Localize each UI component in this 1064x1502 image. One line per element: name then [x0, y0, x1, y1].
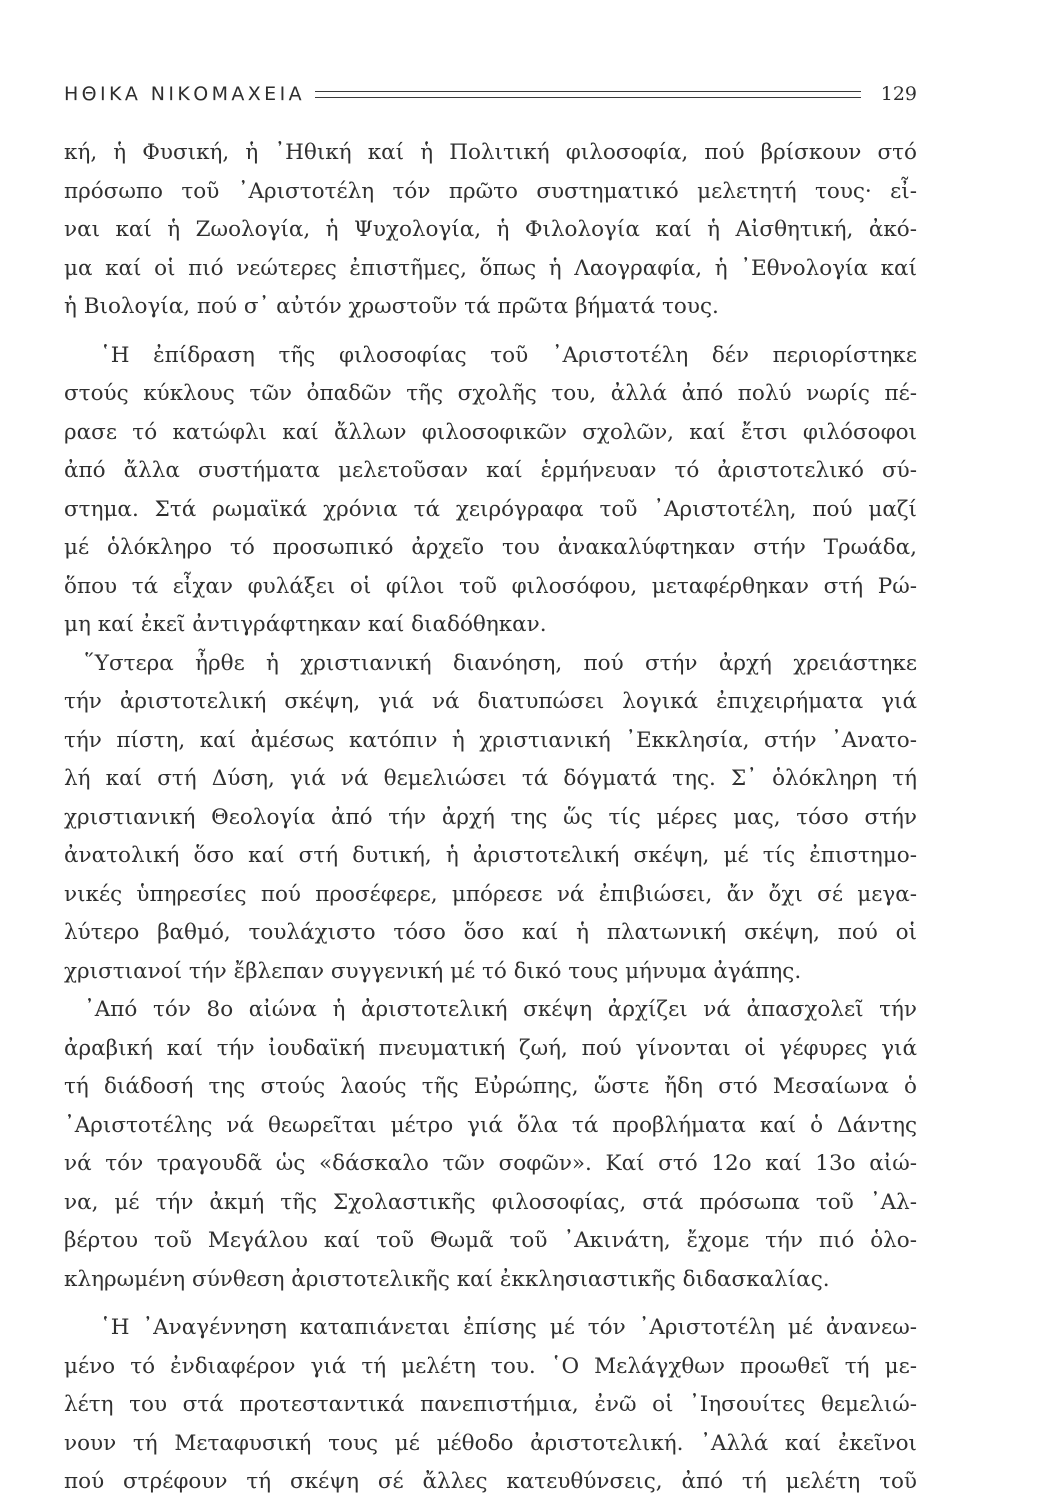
text-line: νικές ὑπηρεσίες πού προσέφερε, μπόρεσε νά ἐπιβιώσει, ἄν ὄχι σέ μεγα-: [64, 881, 917, 907]
text-line: ὅπου τά εἶχαν φυλάξει οἱ φίλοι τοῦ φιλοσόφου, μεταφέρθηκαν στή Ρώ-: [64, 573, 917, 599]
text-line: στημα. Στά ρωμαϊκά χρόνια τά χειρόγραφα τοῦ ᾿Αριστοτέλη, πού μαζί: [64, 496, 917, 522]
text-line: ἡ Βιολογία, πού σ᾿ αὐτόν χρωστοῦν τά πρῶτα βήματά τους.: [64, 294, 719, 319]
text-line: λέτη του στά προτεσταντικά πανεπιστήμια, ἐνῶ οἱ ᾿Ιησουίτες θεμελιώ-: [64, 1392, 917, 1417]
text-line: νά τόν τραγουδᾶ ὡς «δάσκαλο τῶν σοφῶν». Καί στό 12ο καί 13ο αἰώ-: [64, 1151, 917, 1176]
page-number: 129: [880, 83, 917, 105]
paragraph-gap: [64, 327, 917, 337]
text-line: ῾Η ἐπίδραση τῆς φιλοσοφίας τοῦ ᾿Αριστοτέλη δέν περιορίστηκε: [100, 342, 917, 368]
text-line: κληρωμένη σύνθεση ἀριστοτελικῆς καί ἐκκλησιαστικῆς διδασκαλίας.: [64, 1266, 830, 1292]
paragraph: [64, 991, 917, 1299]
text-line: βέρτου τοῦ Μεγάλου καί τοῦ Θωμᾶ τοῦ ᾿Ακινάτη, ἔχομε τήν πιό ὁλο-: [64, 1228, 917, 1253]
text-line: μη καί ἐκεῖ ἀντιγράφτηκαν καί διαδόθηκαν.: [64, 612, 547, 637]
running-header: [64, 78, 917, 110]
text-line: τήν ἀριστοτελική σκέψη, γιά νά διατυπώσει λογικά ἐπιχειρήματα γιά: [64, 689, 917, 714]
text-line: ἀνατολική ὅσο καί στή δυτική, ἡ ἀριστοτελική σκέψη, μέ τίς ἐπιστημο-: [64, 843, 917, 868]
text-line: λή καί στή Δύση, γιά νά θεμελιώσει τά δόγματά της. Σ᾿ ὁλόκληρη τή: [64, 766, 917, 791]
text-line: πού στρέφουν τή σκέψη σέ ἄλλες κατευθύνσεις, ἀπό τή μελέτη τοῦ: [64, 1469, 917, 1494]
text-line: τή διάδοσή της στούς λαούς τῆς Εὐρώπης, ὥστε ἤδη στό Μεσαίωνα ὁ: [64, 1074, 917, 1099]
text-line: ἀραβική καί τήν ἰουδαϊκή πνευματική ζωή, πού γίνονται οἱ γέφυρες γιά: [64, 1035, 917, 1061]
text-line: μα καί οἱ πιό νεώτερες ἐπιστῆμες, ὅπως ἡ Λαογραφία, ἡ ᾿Εθνολογία καί: [64, 255, 917, 281]
paragraph: [64, 645, 917, 992]
text-line: ρασε τό κατώφλι καί ἄλλων φιλοσοφικῶν σχολῶν, καί ἔτσι φιλόσοφοι: [64, 419, 917, 445]
text-line: στούς κύκλους τῶν ὀπαδῶν τῆς σχολῆς του, ἀλλά ἀπό πολύ νωρίς πέ-: [64, 381, 917, 406]
text-line: κή, ἡ Φυσική, ἡ ᾿Ηθική καί ἡ Πολιτική φιλοσοφία, πού βρίσκουν στό: [64, 140, 917, 165]
text-line: νουν τή Μεταφυσική τους μέ μέθοδο ἀριστοτελική. ᾿Αλλά καί ἐκεῖνοι: [64, 1430, 917, 1456]
header-double-rule: [315, 91, 861, 98]
paragraph: [64, 337, 917, 645]
text-line: μέ ὁλόκληρο τό προσωπικό ἀρχεῖο του ἀνακαλύφτηκαν στήν Τρωάδα,: [64, 535, 917, 560]
text-line: ναι καί ἡ Ζωολογία, ἡ Ψυχολογία, ἡ Φιλολογία καί ἡ Αἰσθητική, ἀκό-: [64, 217, 917, 242]
paragraph: [64, 134, 917, 327]
paragraph: [64, 1309, 917, 1502]
text-line: χριστιανοί τήν ἔβλεπαν συγγενική μέ τό δικό τους μήνυμα ἀγάπης.: [64, 958, 802, 984]
text-line: χριστιανική Θεολογία ἀπό τήν ἀρχή της ὥς τίς μέρες μας, τόσο στήν: [64, 804, 917, 830]
text-line: τήν πίστη, καί ἀμέσως κατόπιν ἡ χριστιανική ᾿Εκκλησία, στήν ᾿Ανατο-: [64, 727, 917, 753]
paragraph-gap: [64, 1299, 917, 1309]
text-line: να, μέ τήν ἀκμή τῆς Σχολαστικῆς φιλοσοφίας, στά πρόσωπα τοῦ ᾿Αλ-: [64, 1189, 917, 1215]
header-title: ΗΘΙΚΑ ΝΙΚΟΜΑΧΕΙΑ: [64, 83, 305, 105]
text-line: πρόσωπο τοῦ ᾿Αριστοτέλη τόν πρῶτο συστηματικό μελετητή τους· εἶ-: [64, 178, 917, 204]
text-line: ᾿Από τόν 8ο αἰώνα ἡ ἀριστοτελική σκέψη ἀρχίζει νά ἀπασχολεῖ τήν: [84, 997, 917, 1022]
text-line: λύτερο βαθμό, τουλάχιστο τόσο ὅσο καί ἡ πλατωνική σκέψη, πού οἱ: [64, 920, 917, 945]
body-text: [64, 134, 917, 1502]
text-line: μένο τό ἐνδιαφέρον γιά τή μελέτη του. ῾Ο Μελάγχθων προωθεῖ τή με-: [64, 1353, 917, 1379]
text-line: ᾿Αριστοτέλης νά θεωρεῖται μέτρο γιά ὅλα τά προβλήματα καί ὁ Δάντης: [64, 1112, 917, 1138]
text-line: ῞Υστερα ἦρθε ἡ χριστιανική διανόηση, πού στήν ἀρχή χρειάστηκε: [84, 650, 917, 676]
text-line: ἀπό ἄλλα συστήματα μελετοῦσαν καί ἑρμήνευαν τό ἀριστοτελικό σύ-: [64, 458, 917, 483]
text-line: ῾Η ᾿Αναγέννηση καταπιάνεται ἐπίσης μέ τόν ᾿Αριστοτέλη μέ ἀνανεω-: [100, 1315, 917, 1340]
